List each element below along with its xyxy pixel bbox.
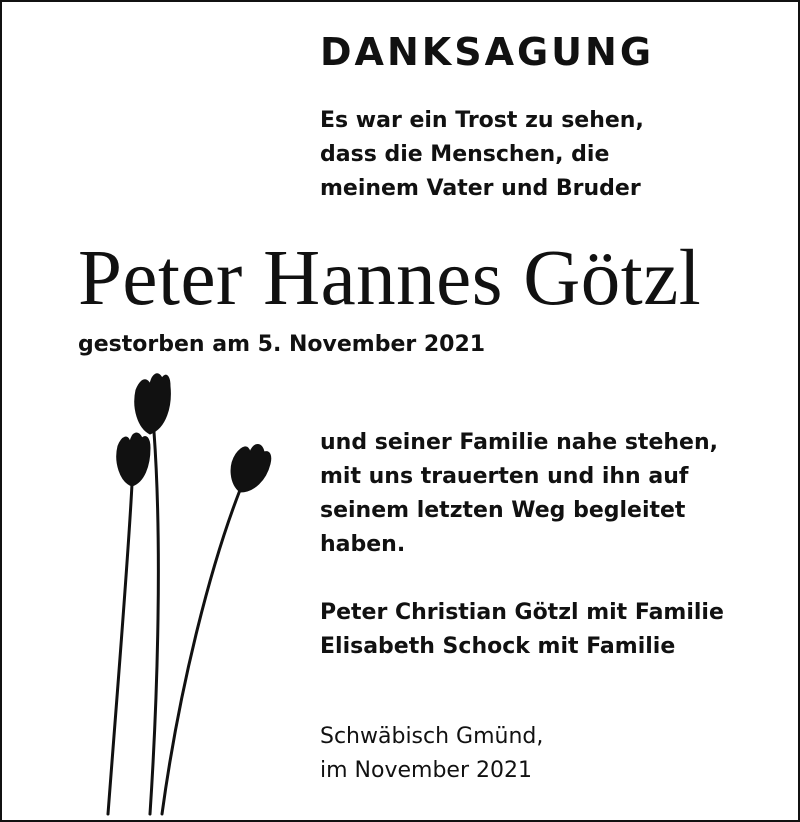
body-line: haben. [320, 532, 406, 557]
right-stem [162, 490, 240, 814]
intro-line: meinem Vater und Bruder [320, 176, 641, 201]
middle-stem [150, 432, 158, 814]
intro-line: Es war ein Trost zu sehen, [320, 108, 644, 133]
signer-line: Peter Christian Götzl mit Familie [320, 600, 724, 625]
right-tulip-head [231, 445, 271, 493]
middle-tulip-head [135, 374, 171, 434]
signers [320, 596, 724, 664]
place-line: Schwäbisch Gmünd, [320, 724, 544, 749]
place-and-date [320, 720, 543, 788]
left-stem [108, 484, 132, 814]
intro-text [320, 104, 644, 206]
deceased-name: Peter Hannes Götzl [78, 235, 702, 322]
date-line: im November 2021 [320, 758, 532, 783]
body-line: seinem letzten Weg begleitet [320, 498, 686, 523]
left-tulip-head [117, 433, 150, 486]
notice-heading: DANKSAGUNG [320, 30, 655, 74]
tulip-silhouette-illustration [92, 362, 292, 817]
death-date-line: gestorben am 5. November 2021 [78, 332, 486, 357]
body-line: mit uns trauerten und ihn auf [320, 464, 689, 489]
signer-line: Elisabeth Schock mit Familie [320, 634, 676, 659]
intro-line: dass die Menschen, die [320, 142, 610, 167]
body-text [320, 426, 718, 562]
body-line: und seiner Familie nahe stehen, [320, 430, 718, 455]
